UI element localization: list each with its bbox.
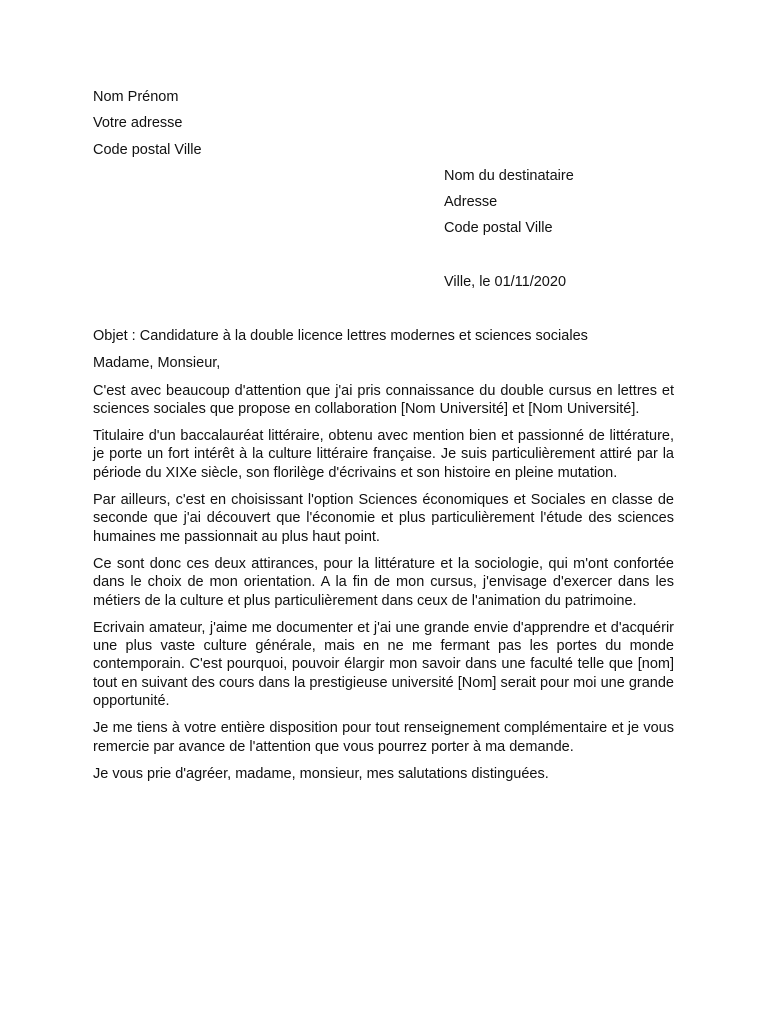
salutation: Madame, Monsieur, (93, 355, 221, 372)
sender-city: Code postal Ville (93, 142, 202, 158)
sender-name: Nom Prénom (93, 89, 179, 105)
paragraph-5: Ecrivain amateur, j'aime me documenter et j'ai une grande envie d'apprendre et d'acquérir une plus vaste culture générale, mais en ne me fermant pas les portes du monde contemporain. C'est pourquoi, pouvoir élargir mon savoir dans une faculté telle que [nom] tout en suivant des cours dans la prestigieuse université [Nom] serait pour moi une grande opportunité. (93, 619, 674, 710)
date-line: Ville, le 01/11/2020 (444, 274, 567, 290)
subject-line: Objet : Candidature à la double licence lettres modernes et sciences sociales (93, 328, 588, 344)
closing-line: Je vous prie d'agréer, madame, monsieur, mes salutations distinguées. (93, 765, 549, 782)
paragraph-1: C'est avec beaucoup d'attention que j'ai pris connaissance du double cursus en lettres et sciences sociales que propose en collaboration [Nom Université] et [Nom Université]. (93, 382, 674, 417)
recipient-city: Code postal Ville (444, 220, 553, 236)
sender-address: Votre adresse (93, 115, 183, 131)
recipient-name: Nom du destinataire (444, 168, 574, 184)
paragraph-2: Titulaire d'un baccalauréat littéraire, obtenu avec mention bien et passionné de littérature, je porte un fort intérêt à la culture littéraire française. Je suis particulièrement attiré par la période du XIXe siècle, son florilège d'écrivains et son histoire en pleine mutation. (93, 428, 674, 481)
letter-body (93, 327, 674, 792)
paragraph-3: Par ailleurs, c'est en choisissant l'option Sciences économiques et Sociales en classe de seconde que j'ai découvert que l'économie et plus particulièrement l'étude des sciences humaines me passionnait au plus haut point. (93, 492, 674, 545)
paragraph-4: Ce sont donc ces deux attirances, pour la littérature et la sociologie, qui m'ont confortée dans le choix de mon orientation. A la fin de mon cursus, j'envisage d'exercer dans les métiers de la culture et plus particulièrement dans ceux de l'animation du patrimoine. (93, 555, 674, 609)
recipient-address: Adresse (444, 194, 498, 210)
paragraph-6: Je me tiens à votre entière disposition pour tout renseignement complémentaire et je vous remercie par avance de l'attention que vous pourrez porter à ma demande. (93, 720, 674, 755)
